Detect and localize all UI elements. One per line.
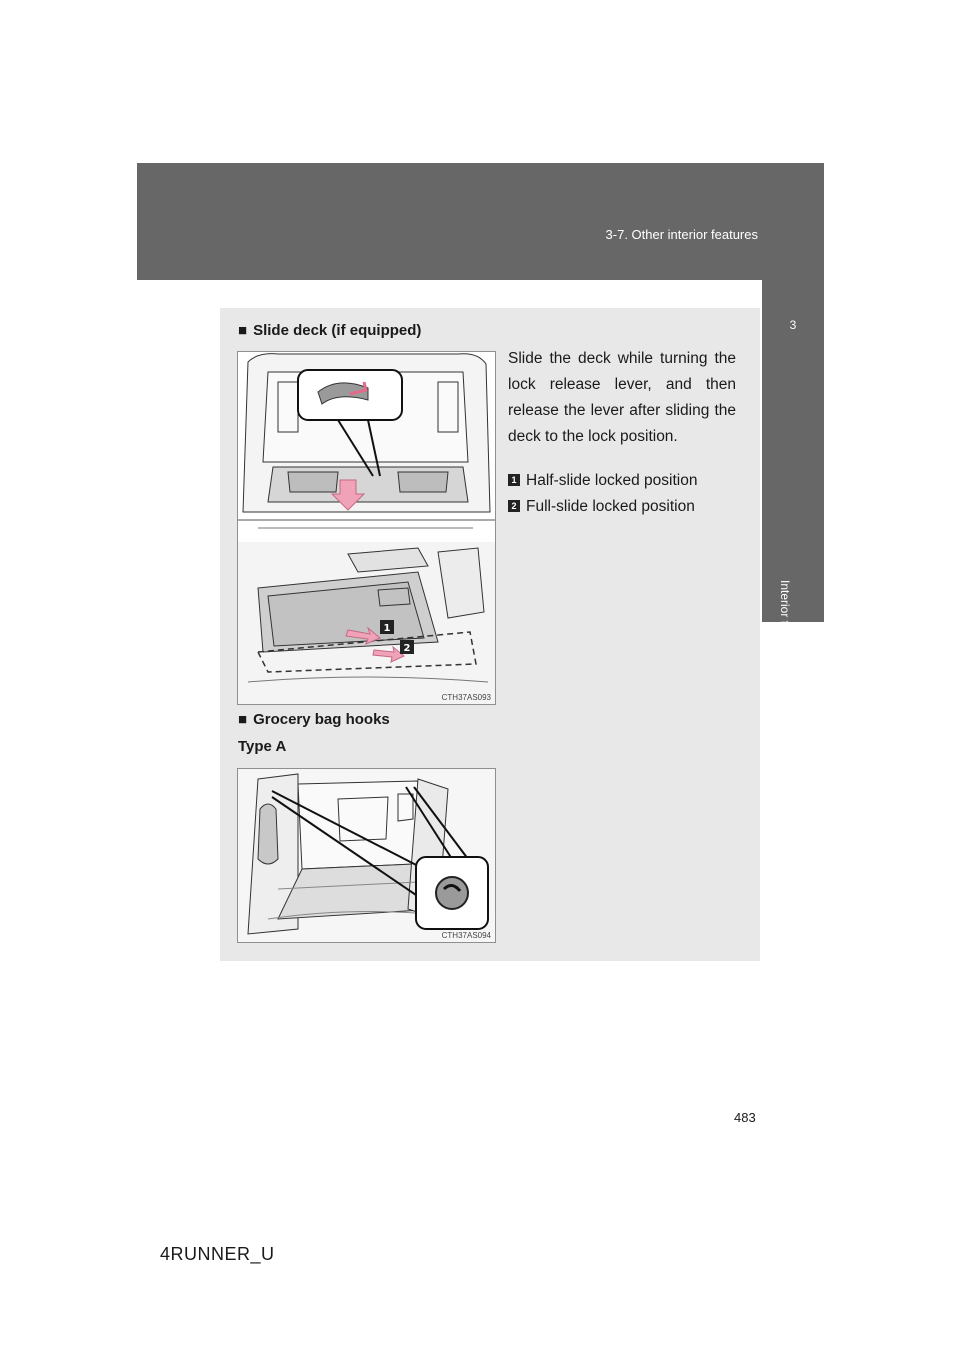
grocery-hooks-heading <box>238 711 390 728</box>
chapter-side-tab <box>762 280 824 665</box>
number-1-icon: 1 <box>508 474 520 486</box>
slide-deck-illustration <box>238 352 495 704</box>
number-2-icon: 2 <box>508 500 520 512</box>
footer-model: 4RUNNER_U <box>160 1244 275 1264</box>
grocery-hooks-heading-text: Grocery bag hooks <box>253 711 390 728</box>
slide-deck-figure <box>237 351 496 705</box>
figure-code: CTH37AS093 <box>441 693 491 702</box>
svg-text:2: 2 <box>403 643 411 654</box>
legend-item-1-label: Half-slide locked position <box>526 472 698 489</box>
page-number: 483 <box>734 1110 756 1125</box>
grocery-hooks-illustration <box>238 769 495 942</box>
legend-item-2-label: Full-slide locked position <box>526 498 695 515</box>
type-label: Type A <box>238 738 287 755</box>
square-bullet-icon: ■ <box>238 711 248 728</box>
slide-deck-instruction: Slide the deck while turning the lock release lever, and then release the lever after sliding the deck to the lock position. <box>508 350 736 445</box>
section-header-bar <box>137 163 824 280</box>
square-bullet-icon: ■ <box>238 322 248 339</box>
grocery-hooks-figure <box>237 768 496 943</box>
chapter-label: Interior features <box>778 580 792 665</box>
slide-deck-heading <box>238 322 421 339</box>
legend-item-2 <box>508 498 695 516</box>
content-box <box>220 308 760 961</box>
svg-text:1: 1 <box>383 623 391 634</box>
legend-item-1 <box>508 472 697 490</box>
section-title: 3-7. Other interior features <box>605 227 758 242</box>
chapter-number: 3 <box>789 318 797 332</box>
figure-code: CTH37AS094 <box>441 931 491 940</box>
slide-deck-heading-text: Slide deck (if equipped) <box>253 322 422 339</box>
